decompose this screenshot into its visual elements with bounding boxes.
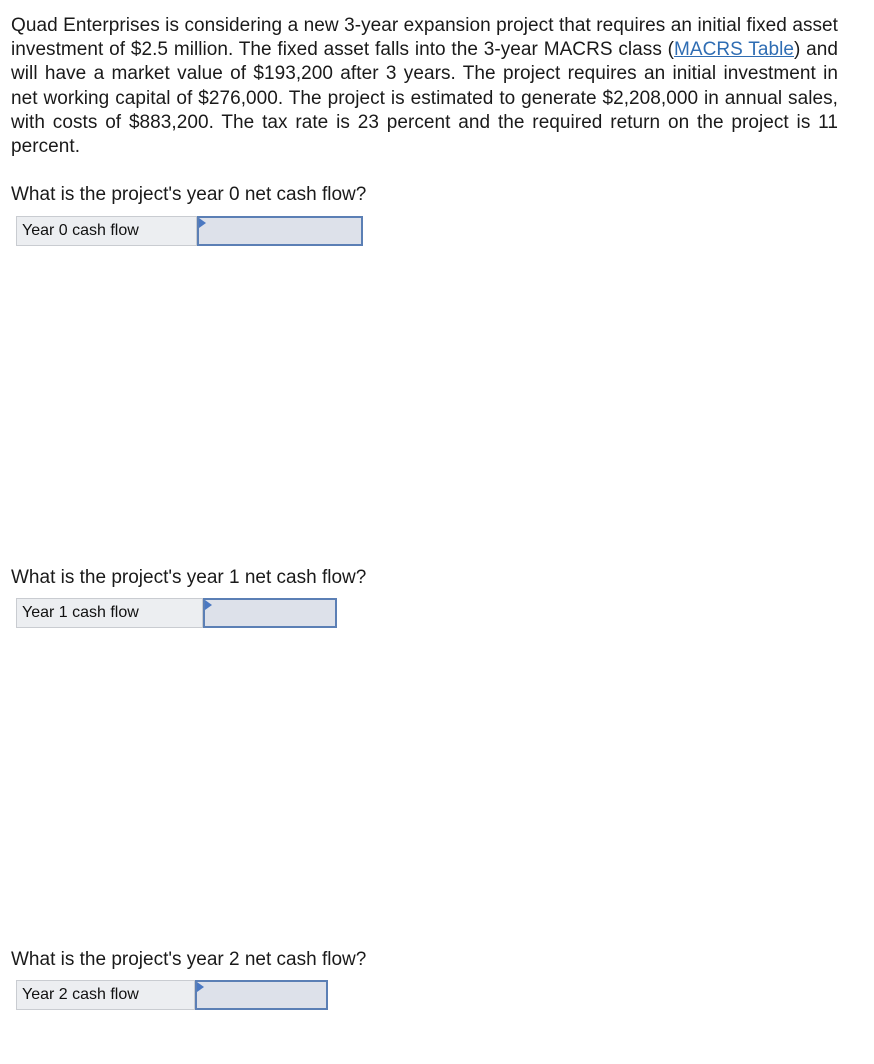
triangle-flag-icon [205, 600, 212, 610]
year-1-cash-flow-input[interactable] [205, 600, 335, 626]
triangle-flag-icon [199, 218, 206, 228]
answer-field-year-0[interactable] [197, 216, 363, 246]
problem-text-part1: Quad Enterprises is considering a new 3-year expansion project that requires an initial fixed asset investment of $2.5 million. The fixed asset falls into the 3-year MACRS class ( [11, 15, 838, 61]
triangle-flag-icon [197, 982, 204, 992]
year-0-cash-flow-input[interactable] [199, 218, 361, 244]
answer-label-year-2: Year 2 cash flow [16, 980, 195, 1010]
answer-row-year-0 [16, 216, 363, 246]
problem-text-part2: ) and will have a market value of $193,200 after 3 years. The project requires an initial investment in net working capital of $276,000. The project is estimated to generate $2,208,000 in annual sales, with costs of $883,200. The tax rate is 23 percent and the required return on the project is 11 percent. [11, 39, 838, 158]
answer-row-year-2 [16, 980, 328, 1010]
answer-row-year-1 [16, 598, 337, 628]
answer-field-year-1[interactable] [203, 598, 337, 628]
problem-statement [11, 14, 838, 159]
answer-label-year-0: Year 0 cash flow [16, 216, 197, 246]
answer-label-year-1: Year 1 cash flow [16, 598, 203, 628]
question-year-1-prompt: What is the project's year 1 net cash flow? [11, 567, 367, 588]
macrs-table-link[interactable]: MACRS Table [674, 39, 794, 61]
answer-field-year-2[interactable] [195, 980, 328, 1010]
year-2-cash-flow-input[interactable] [197, 982, 326, 1008]
question-year-2-prompt: What is the project's year 2 net cash flow? [11, 949, 367, 970]
question-year-0-prompt: What is the project's year 0 net cash flow? [11, 184, 367, 205]
